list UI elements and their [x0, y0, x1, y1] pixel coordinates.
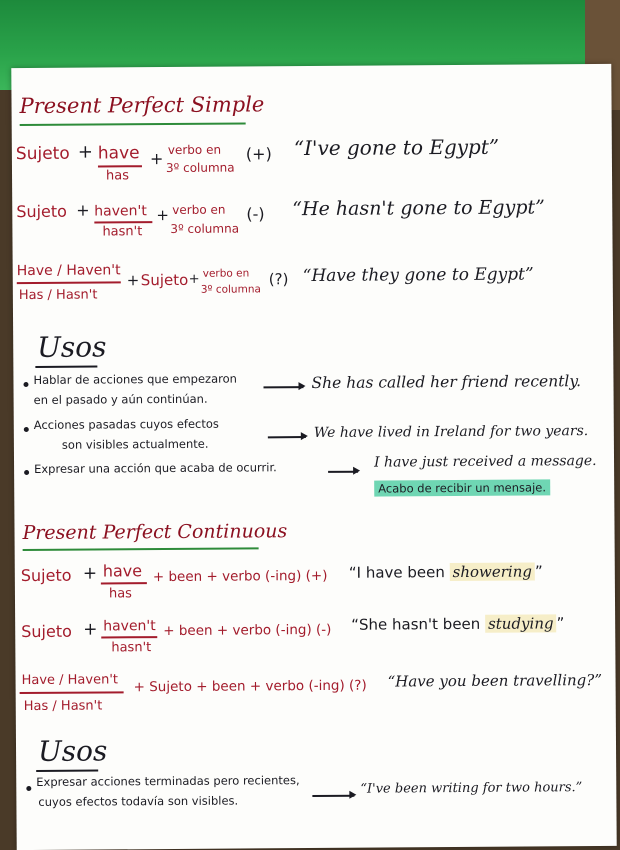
s1r1-aux-bottom: has	[105, 168, 130, 184]
usos1-bullet-3	[24, 470, 29, 475]
usos2-heading-underline	[36, 770, 98, 772]
s2r2-rest: + been + verbo (-ing) (-)	[163, 621, 332, 640]
s2r2-example: “She hasn't been studying ”	[351, 614, 565, 634]
usos2-item1-example: “I've been writing for two hours.”	[360, 780, 583, 797]
s1r3-sign: (?)	[268, 270, 289, 289]
s2r1-subject: Sujeto	[20, 565, 72, 586]
s1r2-fraction-bar	[94, 221, 152, 223]
s2r3-aux-top: Have / Haven't	[21, 672, 119, 689]
s2r2-plus: +	[83, 619, 98, 640]
s1r3-fraction-bar	[17, 281, 121, 283]
s1r2-plus: +	[76, 200, 90, 220]
s2r3-rest: + Sujeto + been + verbo (-ing) (?)	[133, 677, 367, 696]
usos2-bullet-1	[26, 786, 31, 791]
s2r1-aux-top: have	[102, 561, 143, 581]
s2r2-aux-top: haven't	[103, 618, 156, 635]
s1r3-verb-top: verbo en	[202, 267, 250, 280]
s2r3-fraction-bar	[20, 691, 124, 693]
section1-title: Present Perfect Simple	[19, 92, 265, 119]
usos1-arrow-2	[268, 436, 306, 438]
s1r1-sign: (+)	[245, 144, 272, 164]
s1r1-fraction-bar	[98, 165, 142, 167]
s1r2-verb-top: verbo en	[172, 202, 226, 217]
s1r1-verb-top: verbo en	[167, 142, 222, 158]
s1r2-aux-bottom: hasn't	[102, 224, 143, 240]
s2r3-aux-bottom: Has / Hasn't	[23, 698, 103, 715]
usos1-item1-example: She has called her friend recently.	[311, 372, 582, 393]
s2r2-aux-bottom: hasn't	[111, 640, 152, 656]
usos1-item2-example: We have lived in Ireland for two years.	[313, 423, 589, 442]
usos2-arrow-1	[312, 795, 354, 797]
notes-page	[11, 64, 616, 850]
usos1-bullet-2	[24, 427, 29, 432]
s1r2-verb-bottom: 3º columna	[170, 221, 240, 236]
s1r1-subject: Sujeto	[15, 143, 70, 165]
usos1-arrow-1	[264, 386, 304, 388]
s2r3-example: “Have you been travelling?”	[387, 670, 603, 691]
s2r1-fraction-bar	[101, 582, 147, 584]
s1r1-example: “I've gone to Egypt”	[293, 134, 500, 161]
section1-title-underline	[20, 122, 246, 126]
section2-title-underline	[23, 547, 259, 551]
s1r3-subject: Sujeto	[140, 270, 189, 290]
s2r2-subject: Sujeto	[21, 621, 72, 642]
section2-title: Present Perfect Continuous	[22, 520, 288, 545]
usos1-item3-example: I have just received a message.	[373, 453, 597, 471]
usos1-heading: Usos	[37, 330, 107, 364]
usos2-heading: Usos	[37, 734, 108, 768]
usos1-item3-line1: Expresar una acción que acaba de ocurrir.	[34, 460, 277, 476]
s1r1-aux-top: have	[97, 143, 140, 164]
s1r3-plus: +	[126, 271, 140, 290]
s1r3-aux-top: Have / Haven't	[16, 262, 121, 280]
s1r1-plus2: +	[149, 149, 164, 169]
usos1-heading-underline	[35, 366, 97, 368]
s1r3-example: “Have they gone to Egypt”	[302, 264, 534, 287]
s1r2-sign: (-)	[246, 204, 265, 224]
s1r2-plus2: +	[156, 206, 169, 225]
s1r3-aux-bottom: Has / Hasn't	[18, 287, 98, 304]
usos1-item1-line2: en el pasado y aún continúan.	[33, 391, 208, 407]
s2r1-example: “I have been showering ”	[348, 562, 543, 582]
usos1-arrow-3	[328, 471, 358, 473]
usos1-bullet-1	[23, 382, 28, 387]
s1r3-verb-bottom: 3º columna	[200, 283, 261, 296]
usos1-item3-translation: Acabo de recibir un mensaje.	[374, 482, 550, 495]
s1r1-plus: +	[77, 141, 94, 163]
s1r2-subject: Sujeto	[16, 201, 68, 222]
s1r2-example: “He hasn't gone to Egypt”	[292, 196, 545, 221]
s2r2-fraction-bar	[101, 636, 157, 638]
usos1-item1-line1: Hablar de acciones que empezaron	[33, 371, 237, 387]
usos1-item2-line1: Acciones pasadas cuyos efectos	[33, 416, 219, 432]
s2r1-rest: + been + verbo (-ing) (+)	[152, 567, 328, 586]
s2r1-aux-bottom: has	[108, 586, 132, 602]
usos2-item1-line2: cuyos efectos todavía son visibles.	[38, 793, 239, 809]
usos1-item2-line2: son visibles actualmente.	[61, 436, 209, 452]
usos2-item1-line1: Expresar acciones terminadas pero recientes,	[36, 773, 300, 789]
s1r3-plus2: +	[188, 271, 200, 287]
s1r1-verb-bottom: 3º columna	[165, 160, 235, 176]
s2r1-plus: +	[82, 563, 98, 584]
s1r2-aux-top: haven't	[94, 203, 147, 220]
